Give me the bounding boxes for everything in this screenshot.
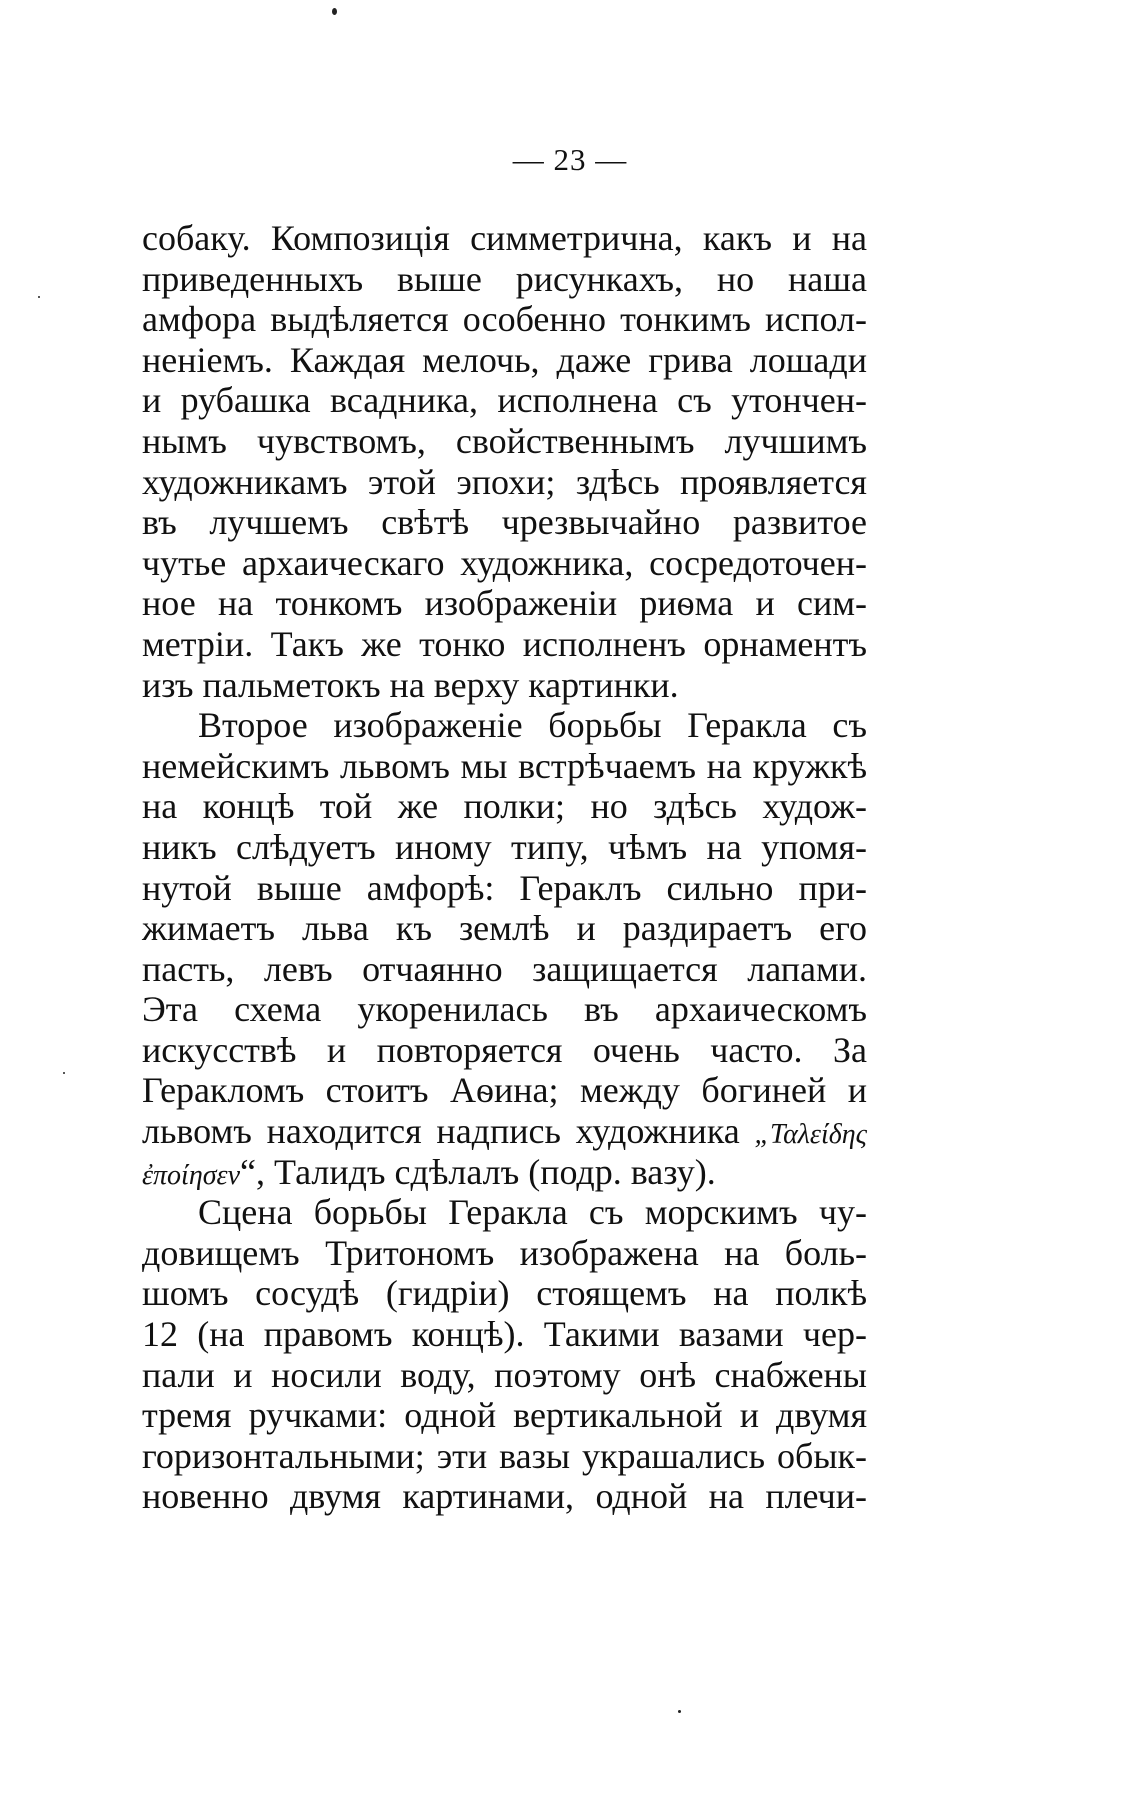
text-line: 12 (на правомъ концѣ). Такими вазами чер-: [142, 1314, 867, 1355]
text-fragment: “, Талидъ сдѣлалъ (подр. вазу).: [240, 1151, 716, 1192]
text-line: художникамъ этой эпохи; здѣсь проявляется: [142, 461, 867, 502]
ink-speck: [678, 1710, 681, 1713]
text-line: горизонтальными; эти вазы украшались обык-: [142, 1435, 867, 1476]
text-line: никъ слѣдуетъ иному типу, чѣмъ на упомя-: [142, 826, 867, 867]
text-line: изъ пальметокъ на верху картинки.: [142, 664, 679, 705]
text-line: пасть, левъ отчаянно защищается лапами.: [142, 948, 867, 989]
text-line: въ лучшемъ свѣтѣ чрезвычайно развитое: [142, 502, 867, 543]
body-text: [142, 218, 867, 1517]
text-line: жимаетъ льва къ землѣ и раздираетъ его: [142, 908, 867, 949]
text-line: нымъ чувствомъ, свойственнымъ лучшимъ: [142, 420, 867, 461]
text-line: искусствѣ и повторяется очень часто. За: [142, 1029, 867, 1070]
text-line: Эта схема укоренилась въ архаическомъ: [142, 989, 867, 1030]
text-line: довищемъ Тритономъ изображена на боль-: [142, 1232, 867, 1273]
text-line: ное на тонкомъ изображеніи риѳма и сим-: [142, 583, 867, 624]
ink-speck: [63, 1072, 65, 1074]
text-line: Геракломъ стоитъ Аѳина; между богиней и: [142, 1070, 867, 1111]
text-line: и рубашка всадника, исполнена съ утончен-: [142, 380, 867, 421]
text-line: метріи. Такъ же тонко исполненъ орнаментъ: [142, 623, 867, 664]
text-line: собаку. Композиція симметрична, какъ и на: [142, 218, 867, 258]
ink-speck: [332, 8, 337, 15]
text-line: новенно двумя картинами, одной на плечи-: [142, 1476, 867, 1517]
text-line: пали и носили воду, поэтому онѣ снабжены: [142, 1354, 867, 1395]
text-line: Второе изображеніе борьбы Геракла съ: [198, 705, 867, 746]
text-line: приведенныхъ выше рисункахъ, но наша: [142, 258, 867, 299]
text-line: неніемъ. Каждая мелочь, даже грива лошади: [142, 339, 867, 380]
text-line: Сцена борьбы Геракла съ морскимъ чу-: [198, 1192, 867, 1233]
text-line-with-inscription: [142, 1111, 867, 1152]
text-line: немейскимъ львомъ мы встрѣчаемъ на кружкѣ: [142, 745, 867, 786]
greek-inscription-part2: ἐποίησεν: [142, 1159, 240, 1191]
text-line: тремя ручками: одной вертикальной и двумя: [142, 1395, 867, 1436]
text-line: шомъ сосудѣ (гидріи) стоящемъ на полкѣ: [142, 1273, 867, 1314]
text-line: амфора выдѣляется особенно тонкимъ испол-: [142, 299, 867, 340]
ink-speck: [38, 296, 40, 298]
text-line: чутье архаическаго художника, сосредоточен-: [142, 542, 867, 583]
greek-inscription-part1: „Ταλείδης: [754, 1119, 867, 1151]
text-fragment: львомъ находится надпись художника: [142, 1111, 740, 1152]
text-line: на концѣ той же полки; но здѣсь худож-: [142, 786, 867, 827]
text-line: нутой выше амфорѣ: Гераклъ сильно при-: [142, 867, 867, 908]
text-line-with-inscription: [142, 1152, 867, 1193]
page-number: — 23 —: [512, 142, 628, 177]
